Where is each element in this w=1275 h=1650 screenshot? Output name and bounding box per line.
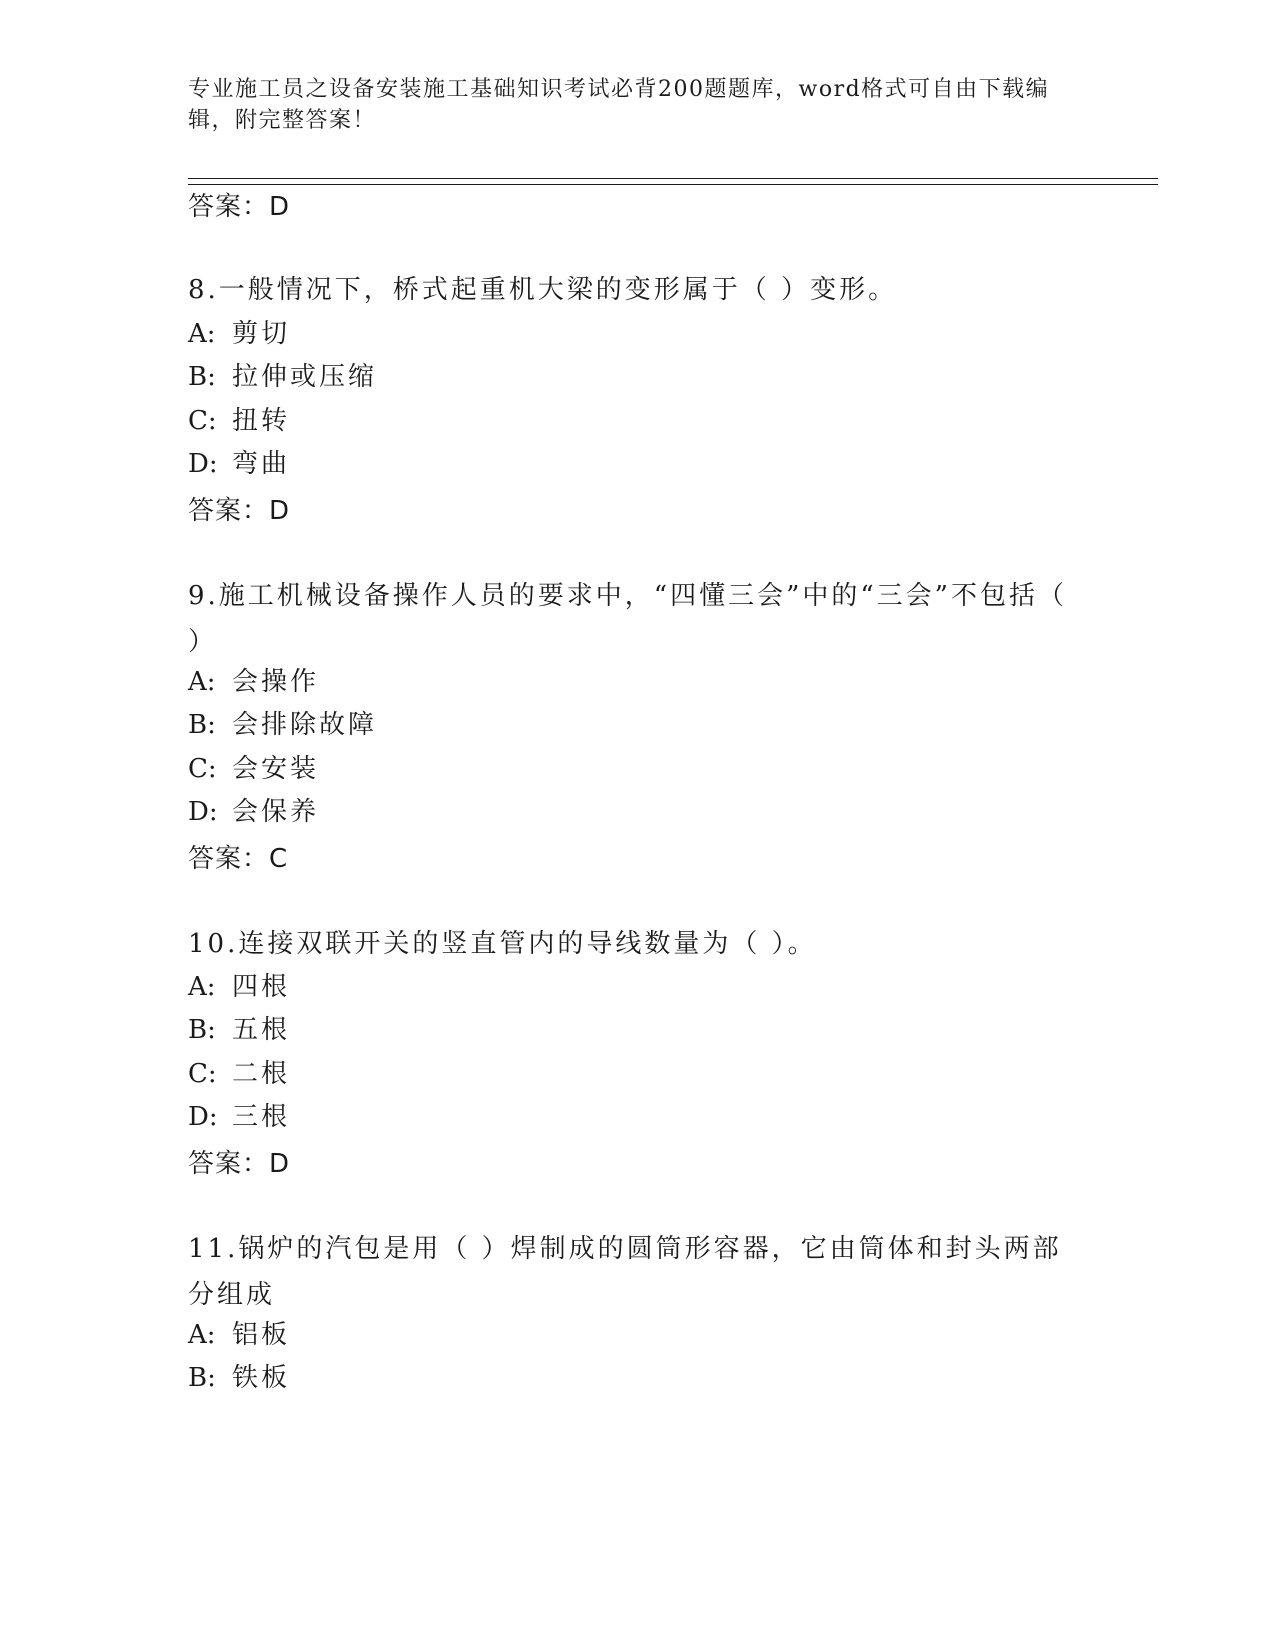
option-letter: C: bbox=[188, 754, 217, 784]
question-10-option-c bbox=[188, 1056, 290, 1092]
option-text: 会操作 bbox=[232, 667, 320, 697]
option-letter: B: bbox=[188, 1015, 216, 1045]
option-text: 二根 bbox=[232, 1059, 291, 1089]
question-10: 10.连接双联开关的竖直管内的导线数量为（ ）。 bbox=[188, 929, 817, 959]
option-text: 剪切 bbox=[232, 319, 291, 349]
option-letter: B: bbox=[188, 362, 216, 392]
option-letter: D: bbox=[188, 797, 218, 827]
option-letter: A: bbox=[188, 1320, 216, 1350]
option-letter: C: bbox=[188, 1059, 217, 1089]
option-letter: C: bbox=[188, 406, 217, 436]
header-divider bbox=[188, 178, 1158, 185]
option-letter: A: bbox=[188, 972, 216, 1002]
option-letter: A: bbox=[188, 319, 216, 349]
question-9-option-a bbox=[188, 664, 319, 700]
option-letter: D: bbox=[188, 449, 218, 479]
document-page bbox=[188, 0, 1158, 1650]
question-10-option-b bbox=[188, 1012, 290, 1048]
question-8: 8.一般情况下，桥式起重机大梁的变形属于（ ）变形。 bbox=[188, 275, 898, 305]
question-8-option-c bbox=[188, 403, 290, 439]
question-10-option-d bbox=[188, 1099, 290, 1135]
question-8-answer: 答案：D bbox=[188, 496, 291, 526]
question-8-option-b bbox=[188, 359, 377, 395]
question-9-option-b bbox=[188, 707, 377, 743]
option-text: 扭转 bbox=[232, 406, 291, 436]
option-letter: B: bbox=[188, 710, 216, 740]
option-text: 三根 bbox=[232, 1102, 291, 1132]
option-text: 铝板 bbox=[232, 1320, 291, 1350]
option-text: 五根 bbox=[232, 1015, 291, 1045]
option-letter: D: bbox=[188, 1102, 218, 1132]
question-10-answer: 答案：D bbox=[188, 1149, 291, 1179]
option-letter: B: bbox=[188, 1363, 216, 1393]
question-11: 11.锅炉的汽包是用（ ）焊制成的圆筒形容器，它由筒体和封头两部分组成 bbox=[188, 1234, 1062, 1310]
answer-prev: 答案：D bbox=[188, 192, 291, 222]
option-letter: A: bbox=[188, 667, 216, 697]
question-8-option-d bbox=[188, 446, 290, 482]
question-11-option-b bbox=[188, 1360, 290, 1396]
option-text: 会排除故障 bbox=[232, 710, 378, 740]
option-text: 会保养 bbox=[232, 797, 320, 827]
question-9-option-c bbox=[188, 751, 319, 787]
option-text: 弯曲 bbox=[232, 449, 291, 479]
option-text: 铁板 bbox=[232, 1363, 291, 1393]
option-text: 四根 bbox=[232, 972, 291, 1002]
option-text: 会安装 bbox=[232, 754, 320, 784]
question-8-option-a bbox=[188, 316, 290, 352]
option-text: 拉伸或压缩 bbox=[232, 362, 378, 392]
question-9-option-d bbox=[188, 794, 319, 830]
question-11-option-a bbox=[188, 1317, 290, 1353]
question-10-option-a bbox=[188, 969, 290, 1005]
question-9: 9.施工机械设备操作人员的要求中，“四懂三会”中的“三会”不包括（ ） bbox=[188, 581, 1067, 657]
question-9-answer: 答案：C bbox=[188, 844, 289, 874]
document-header: 专业施工员之设备安装施工基础知识考试必背200题题库，word格式可自由下载编辑，附完整答案！ bbox=[188, 77, 1050, 133]
